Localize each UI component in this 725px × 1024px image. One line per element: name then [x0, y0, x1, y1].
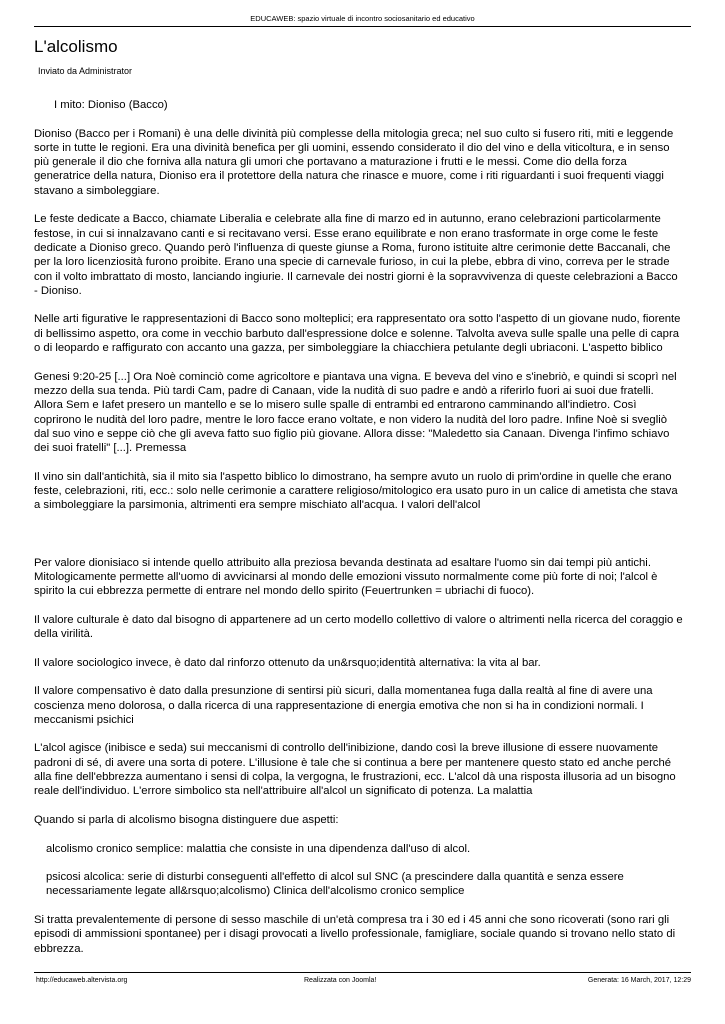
paragraph: Nelle arti figurative le rappresentazioni di Bacco sono molteplici; era rappresentato ora sotto l'aspetto di un giovane nudo, fiorente di bellissimo aspetto, ora come in vecchio barbuto dall'espressione dolce e solenne. Talvolta aveva sulle spalle una pelle di capra o di leopardo e raffigurato con accanto una gazza, per simboleggiare la chiacchiera petulante degli ubriaconi. L'aspetto biblico [34, 313, 681, 355]
page-footer [34, 972, 691, 986]
paragraph: Il valore compensativo è dato dalla presunzione di sentirsi più sicuri, dalla momentanea fuga dalla realtà al fine di avere una coscienza meno dolorosa, o dalla ricerca di una rappresentazione di energia emotiva che non si ha in condizioni normali. I meccanismi psichici [34, 685, 653, 726]
list-item: alcolismo cronico semplice: malattia che consiste in una dipendenza dall'uso di alcol. [46, 842, 471, 855]
footer-generated: Generata: 16 March, 2017, 12:29 [587, 977, 691, 984]
article-body [34, 98, 684, 970]
paragraph: L'alcol agisce (inibisce e seda) sui meccanismi di controllo dell'inibizione, dando così la breve illusione di essere nuovamente padroni di sé, di avere una sorta di potere. L'illusione è tale che si continua a bere per mantenere questo stato ed anche perché alla fine dell'ebbrezza aumentano i sensi di colpa, la vergogna, le frustrazioni, ecc. L'alcol dà una risposta illusoria ad un bisogno reale dell'individuo. L'errore simbolico sta nell'attribuire all'alcol un significato di potenza. La malattia [34, 742, 676, 798]
article-title: L'alcolismo [34, 37, 118, 56]
list-item: psicosi alcolica: serie di disturbi conseguenti all'effetto di alcol sul SNC (a prescindere dalla quantità e senza essere necessariamente legate all&rsquo;alcolismo) Clinica dell'alcolismo cronico semplice [46, 871, 624, 898]
paragraph: Il valore culturale è dato dal bisogno di appartenere ad un certo modello collettivo di valore o altrimenti nella ricerca del coraggio e della virilità. [34, 613, 683, 641]
paragraph: Le feste dedicate a Bacco, chiamate Liberalia e celebrate alla fine di marzo ed in autunno, erano celebrazioni particolarmente festose, in cui si innalzavano canti e si recitavano versi. Esse erano equilibrate e non erano trasformate in orge come le feste dedicate a Dioniso greco. Quando però l'influenza di queste giunse a Roma, furono istituite altre cerimonie dette Baccanali, che per la loro licenziosità furono proibite. Erano una specie di carnevale furioso, in cui la plebe, ebbra di vino, correva per le strade con il volto imbrattato di mosto, lanciando ingiurie. Il carnevale dei nostri giorni è la sopravvivenza di queste celebrazioni a Bacco - Dioniso. [34, 213, 678, 297]
paragraph: Il vino sin dall'antichità, sia il mito sia l'aspetto biblico lo dimostrano, ha sempre avuto un ruolo di prim'ordine in quelle che erano feste, celebrazioni, riti, ecc.: solo nelle cerimonie a carattere religioso/mitologico era usato puro in un calice di ametista che stava a simboleggiare la parsimonia, altrimenti era sempre mischiato all'acqua. I valori dell'alcol [34, 470, 678, 512]
paragraph: Dioniso (Bacco per i Romani) è una delle divinità più complesse della mitologia greca; nel suo culto si fusero riti, miti e leggende sorte in tutte le regioni. Era una divinità benefica per gli uomini, essendo considerato il dio del vino e della viticoltura, e in senso più generale il dio che forniva alla natura gli umori che portavano a maturazione i frutti e le messi. Come dio della forza generatrice della natura, Dioniso era il protettore della natura che rinasce e muore, come i riti riguardanti i suoi frequenti viaggi stavano a simboleggiare. [34, 127, 674, 197]
site-name: EDUCAWEB: spazio virtuale di incontro sociosanitario ed educativo [250, 14, 475, 23]
paragraph: Per valore dionisiaco si intende quello attribuito alla preziosa bevanda destinata ad esaltare l'uomo sin dai tempi più antichi. Mitologicamente permette all'uomo di avvicinarsi al mondo delle emozioni vissuto normalmente come più forte di noi; l'alcol è spirito la cui ebbrezza permette di entrare nel mondo dello spirito (Feuertrunken = ubriachi di fuoco). [34, 556, 658, 598]
paragraph: Genesi 9:20-25 [...] Ora Noè cominciò come agricoltore e piantava una vigna. E beveva del vino e s'inebriò, e quindi si scoprì nel mezzo della sua tenda. Più tardi Cam, padre di Canaan, vide la nudità di suo padre e andò a riferirlo fuori ai suoi due fratelli. Allora Sem e Iafet presero un mantello e se lo misero sulle spalle di entrambi ed entrarono camminando all'indietro. Così coprirono le nudità del loro padre, mentre le loro facce erano voltate, e non videro la nudità del loro padre. Infine Noè si svegliò dal suo vino e seppe ciò che gli aveva fatto suo figlio più giovane. Allora disse: "Maledetto sia Canaan. Divenga l'infimo schiavo dei suoi fratelli" [...]. Premessa [34, 370, 677, 455]
paragraph: Quando si parla di alcolismo bisogna distinguere due aspetti: [34, 813, 339, 826]
site-header [34, 14, 691, 27]
paragraph: Si tratta prevalentemente di persone di sesso maschile di un'età compresa tra i 30 ed i 45 anni che sono ricoverati (sono rari gli episodi di ammissioni spontanee) per i disagi provocati a livello professionale, famigliare, sociale quando si trovano nello stato di ebbrezza. [34, 914, 676, 955]
paragraph: Il valore sociologico invece, è dato dal rinforzo ottenuto da un&rsquo;identità alternativa: la vita al bar. [34, 656, 541, 669]
article-author: Inviato da Administrator [38, 66, 133, 76]
paragraph: I mito: Dioniso (Bacco) [54, 99, 168, 111]
footer-cms: Realizzata con Joomla! [304, 977, 377, 984]
footer-url: http://educaweb.altervista.org [36, 977, 128, 984]
